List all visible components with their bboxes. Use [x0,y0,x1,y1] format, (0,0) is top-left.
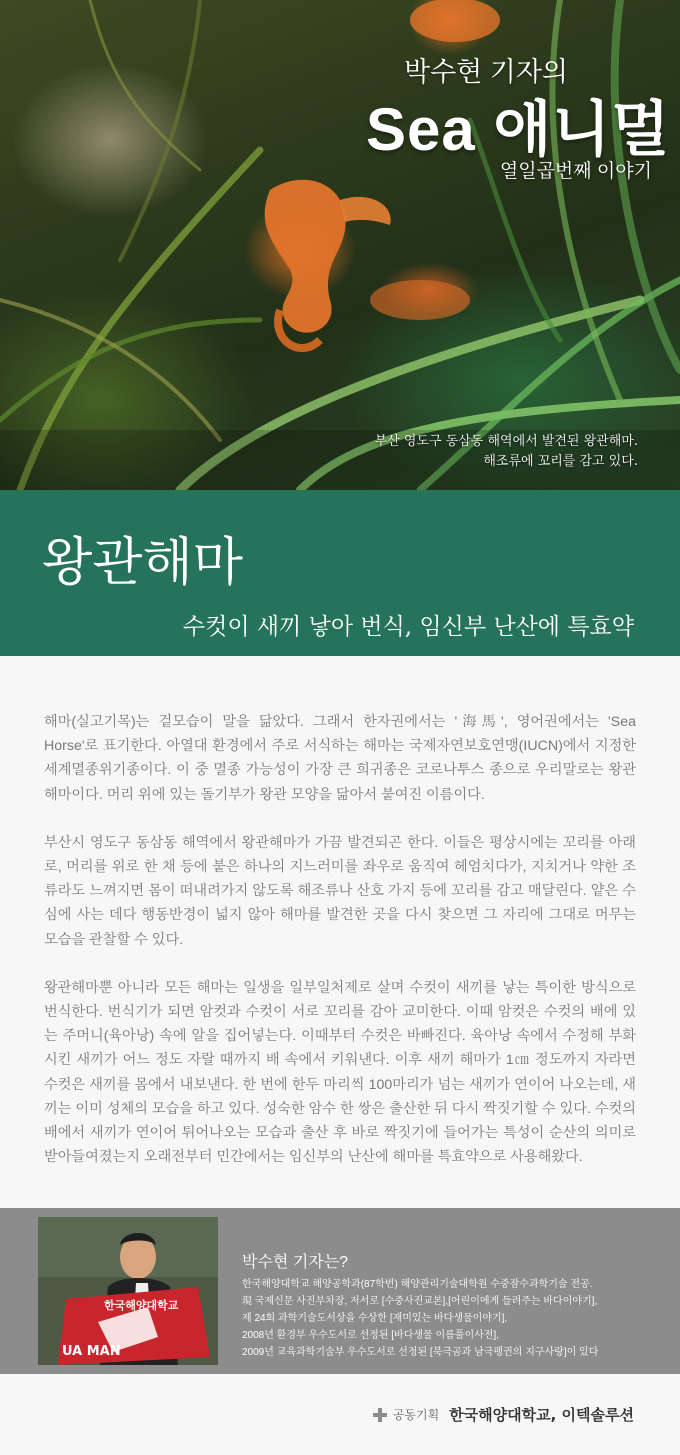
hero-episode: 열일곱번째 이야기 [499,161,652,182]
author-heading: 박수현 기자는? [242,1254,349,1271]
banner-text: 한국해양대학교 [104,1299,179,1312]
article-title: 왕관해마 [42,533,243,593]
article-subtitle: 수컷이 새끼 낳아 번식, 임신부 난산에 특효약 [182,614,634,640]
plus-icon [373,1408,387,1422]
seahorse-shape [265,180,391,348]
article-paragraph: 해마(실고기목)는 겉모습이 말을 닮았다. 그래서 한자권에서는 '海馬', 영어권에서는 'Sea Horse'로 표기한다. 아열대 환경에서 주로 서식하는 해마는 국제자연보호연맹(IUCN)에서 지정한 세계멸종위기종이다. 이 중 멸종 가능성이 가장 큰 희귀종은 코로나투스 종으로 우리말로는 왕관해마이다. 머리 위에 있는 돌기부가 왕관 모양을 닮아서 붙여진 이름이다. [44,714,636,803]
author-bio [242,1276,598,1361]
author-bio-line: 2009년 교육과학기술부 우수도서로 선정된 [북극곰과 남극펭귄의 지구사랑]이 있다 [242,1347,599,1358]
article-body [44,710,636,1193]
author-bio-line: 現 국제신문 사진부차장, 저서로 [수중사진교본],[어린이에게 들려주는 바다이야기], [242,1296,598,1307]
author-box [0,1208,680,1374]
article-paragraph: 왕관해마뿐 아니라 모든 해마는 일생을 일부일처제로 살며 수컷이 새끼를 낳는 특이한 방식으로 번식한다. 번식기가 되면 암컷과 수컷이 서로 꼬리를 감아 교미한다. 이때 암컷은 수컷의 배에 있는 주머니(육아낭) 속에 알을 집어넣는다. 이때부터 수컷은 바빠진다. 육아낭 속에서 수정해 부화시킨 새끼가 어느 정도 자랄 때까지 배 속에서 키워낸다. 이후 새끼 해마가 1㎝ 정도까지 자라면 수컷은 새끼를 몸에서 내보낸다. 한 번에 한두 마리씩 100마리가 넘는 새끼가 연이어 나오는데, 새끼는 이미 성체의 모습을 하고 있다. 성숙한 암수 한 쌍은 출산한 뒤 다시 짝짓기할 수 있다. 수컷의 배에서 새끼가 연이어 튀어나오는 모습과 출산 후 바로 짝짓기에 들어가는 특성이 순산의 의미로 받아들여졌는지 오래전부터 민간에서는 임신부의 난산에 해마를 특효약으로 사용해왔다. [44,979,636,1166]
author-bio-line: 제 24회 과학기술도서상을 수상한 [재미있는 바다생물이야기], [242,1313,508,1324]
author-bio-line: 한국해양대학교 해양공학과(87학번) 해양관리기술대학원 수중잠수과학기술 전공. [242,1279,593,1290]
article-paragraph: 부산시 영도구 동삼동 해역에서 왕관해마가 가끔 발견되곤 한다. 이들은 평상시에는 꼬리를 아래로, 머리를 위로 한 채 등에 붙은 하나의 지느러미를 좌우로 움직여 헤엄치다가, 지치거나 약한 조류라도 느껴지면 몸이 떠내려가지 않도록 해조류나 산호 가지 등에 꼬리를 감고 매달린다. 얕은 수심에 사는 데다 행동반경이 넓지 않아 해마를 발견한 곳을 다시 찾으면 그 자리에 그대로 머무는 모습을 관찰할 수 있다. [44,834,636,948]
banner-text-2: UA MAN [62,1344,121,1359]
caption-line-2: 해조류에 꼬리를 감고 있다. [483,454,638,469]
hero-subtitle: 박수현 기자의 [404,57,568,87]
title-band [0,490,680,656]
photo-caption [375,432,638,472]
seahorse-underwater-photo [0,0,680,490]
joint-planning-credit [373,1404,634,1425]
hero-title: Sea 애니멀 [366,96,671,163]
caption-line-1: 부산 영도구 동삼동 해역에서 발견된 왕관해마. [374,434,638,449]
author-bio-line: 2008년 환경부 우수도서로 선정된 [바다생물 이름풀이사전], [242,1330,499,1341]
credit-label: 공동기획 [392,1408,440,1422]
author-photo [38,1217,218,1365]
credit-organizations: 한국해양대학교, 이텍솔루션 [449,1406,634,1424]
footer [0,1374,680,1455]
author-portrait [38,1217,218,1365]
hero-banner [0,0,680,490]
